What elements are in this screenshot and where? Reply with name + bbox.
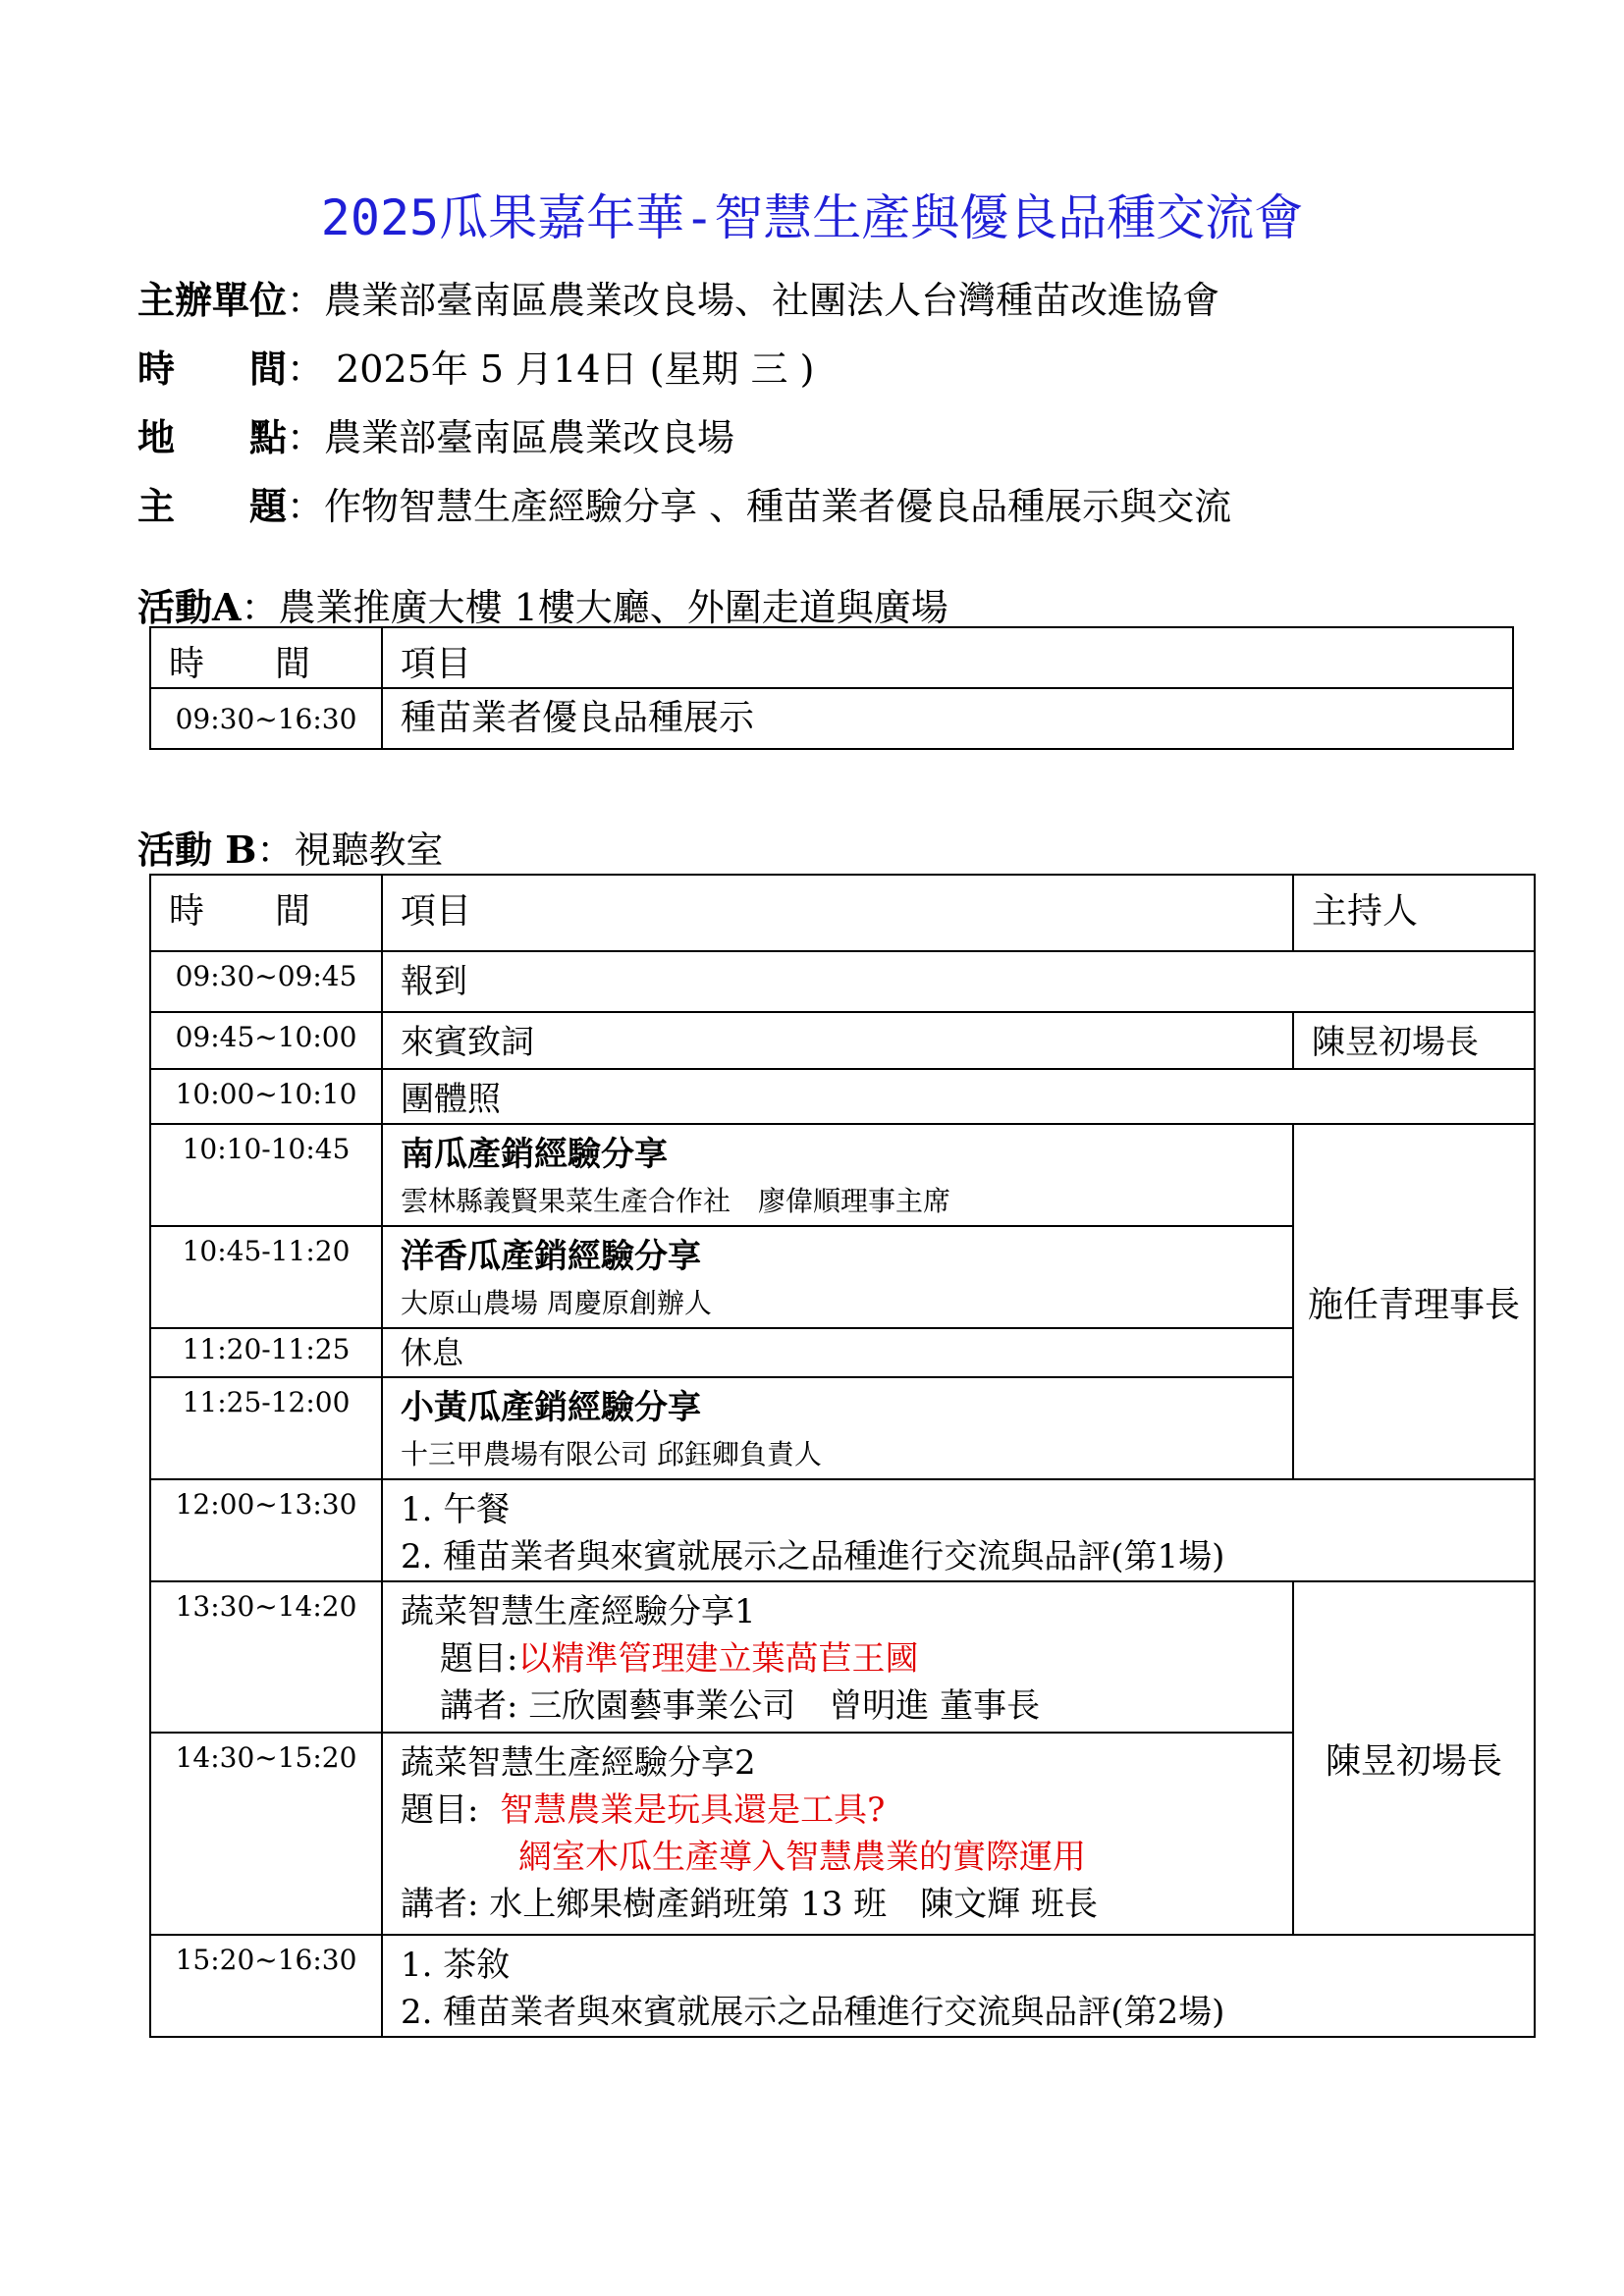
table-header-row: [150, 627, 1513, 688]
info-place: [137, 407, 734, 461]
row-item: [382, 1377, 1293, 1479]
row-item: 種苗業者優良品種展示: [382, 688, 1513, 749]
table-row: [150, 1935, 1535, 2037]
row-item: [382, 1226, 1293, 1328]
activity-b-table: [149, 874, 1536, 2038]
row-time: 15:20~16:30: [150, 1935, 382, 2037]
table-header-row: [150, 875, 1535, 951]
header-host: 主持人: [1293, 875, 1535, 951]
row-item: 報到: [382, 951, 1535, 1012]
row-host: 陳昱初場長: [1293, 1012, 1535, 1069]
item-line: 1. 午餐: [401, 1490, 511, 1529]
table-row: [150, 1479, 1535, 1581]
row-item: 團體照: [382, 1069, 1535, 1124]
header-time: 時 間: [150, 875, 382, 951]
session-title: 南瓜產銷經驗分享: [401, 1135, 668, 1174]
info-key: 主 題: [137, 484, 288, 528]
info-key: 地 點: [137, 415, 288, 459]
topic-text: 以精準管理建立葉萵苣王國: [517, 1639, 919, 1679]
row-time: 10:10-10:45: [150, 1124, 382, 1226]
info-value: 農業部臺南區農業改良場、社團法人台灣種苗改進協會: [324, 279, 1220, 322]
table-row: [150, 951, 1535, 1012]
row-item: 來賓致詞: [382, 1012, 1293, 1069]
session-title: 洋香瓜產銷經驗分享: [401, 1237, 701, 1276]
activity-a-location: ：農業推廣大樓 1樓大廳、外圍走道與廣場: [241, 586, 948, 629]
header-item: 項目: [382, 627, 1513, 688]
session-speaker: 十三甲農場有限公司 邱鈺卿負責人: [401, 1438, 822, 1470]
item-line: 2. 種苗業者與來賓就展示之品種進行交流與品評(第2場): [401, 1993, 1225, 2032]
session-title: 小黃瓜產銷經驗分享: [401, 1388, 701, 1427]
session-speaker: 講者: 水上鄉果樹產銷班第 13 班 陳文輝 班長: [401, 1885, 1098, 1924]
table-row: [150, 1581, 1535, 1733]
info-sep: ：: [287, 279, 325, 322]
info-date: [137, 339, 814, 393]
header-item: 項目: [382, 875, 1293, 951]
activity-a-heading: [137, 577, 948, 631]
row-time: 10:45-11:20: [150, 1226, 382, 1328]
topic-text: 網室木瓜生產導入智慧農業的實際運用: [518, 1838, 1086, 1877]
row-item: [382, 1581, 1293, 1733]
session-topic: [401, 1787, 1292, 1834]
row-time: 12:00~13:30: [150, 1479, 382, 1581]
row-item: [382, 1479, 1535, 1581]
session-speaker: 講者: 三欣園藝事業公司 曾明進 董事長: [440, 1686, 1041, 1726]
topic-text: 智慧農業是玩具還是工具?: [500, 1790, 886, 1830]
info-theme: [137, 476, 1231, 530]
table-row: [150, 1069, 1535, 1124]
row-item: 休息: [382, 1328, 1293, 1377]
activity-b-location: ：視聽教室: [256, 828, 444, 872]
info-sep: ：: [287, 416, 325, 459]
row-item: [382, 1733, 1293, 1935]
row-time: 10:00~10:10: [150, 1069, 382, 1124]
info-sep: ：: [287, 347, 325, 391]
activity-b-label: 活動 B: [137, 828, 257, 872]
info-sep: ：: [287, 485, 325, 528]
page-title: 2025瓜果嘉年華-智慧生產與優良品種交流會: [320, 189, 1304, 246]
activity-a-table: [149, 626, 1514, 750]
row-time: 11:20-11:25: [150, 1328, 382, 1377]
activity-a-label: 活動A: [137, 585, 242, 629]
row-time: 13:30~14:20: [150, 1581, 382, 1733]
item-line: 2. 種苗業者與來賓就展示之品種進行交流與品評(第1場): [401, 1537, 1225, 1576]
session-speaker: 大原山農場 周慶原創辦人: [401, 1287, 712, 1319]
topic-label: 題目:: [440, 1639, 518, 1679]
info-key: 時 間: [137, 347, 288, 391]
table-row: [150, 1124, 1535, 1226]
info-value: 2025年 5 月14日 (星期 三 ): [336, 347, 815, 391]
header-time: 時 間: [150, 627, 382, 688]
row-time: 09:30~16:30: [150, 688, 382, 749]
info-key: 主辦單位: [137, 278, 288, 322]
session-title: 蔬菜智慧生產經驗分享2: [401, 1743, 756, 1783]
info-organizer: [137, 270, 1219, 324]
row-time: 09:30~09:45: [150, 951, 382, 1012]
row-item: [382, 1124, 1293, 1226]
row-time: 11:25-12:00: [150, 1377, 382, 1479]
info-value: 作物智慧生產經驗分享 、種苗業者優良品種展示與交流: [324, 485, 1232, 528]
row-host: 施任青理事長: [1293, 1124, 1535, 1479]
info-value: 農業部臺南區農業改良場: [324, 416, 735, 459]
table-row: [150, 688, 1513, 749]
row-time: 14:30~15:20: [150, 1733, 382, 1935]
session-speaker: 雲林縣義賢果菜生產合作社 廖偉順理事主席: [401, 1185, 951, 1217]
session-title: 蔬菜智慧生產經驗分享1: [401, 1592, 756, 1631]
activity-b-heading: [137, 820, 443, 874]
row-item: [382, 1935, 1535, 2037]
row-host: 陳昱初場長: [1293, 1581, 1535, 1935]
table-row: [150, 1012, 1535, 1069]
row-time: 09:45~10:00: [150, 1012, 382, 1069]
topic-label: 題目:: [401, 1790, 479, 1830]
session-topic: [401, 1635, 1292, 1682]
item-line: 1. 茶敘: [401, 1946, 511, 1985]
